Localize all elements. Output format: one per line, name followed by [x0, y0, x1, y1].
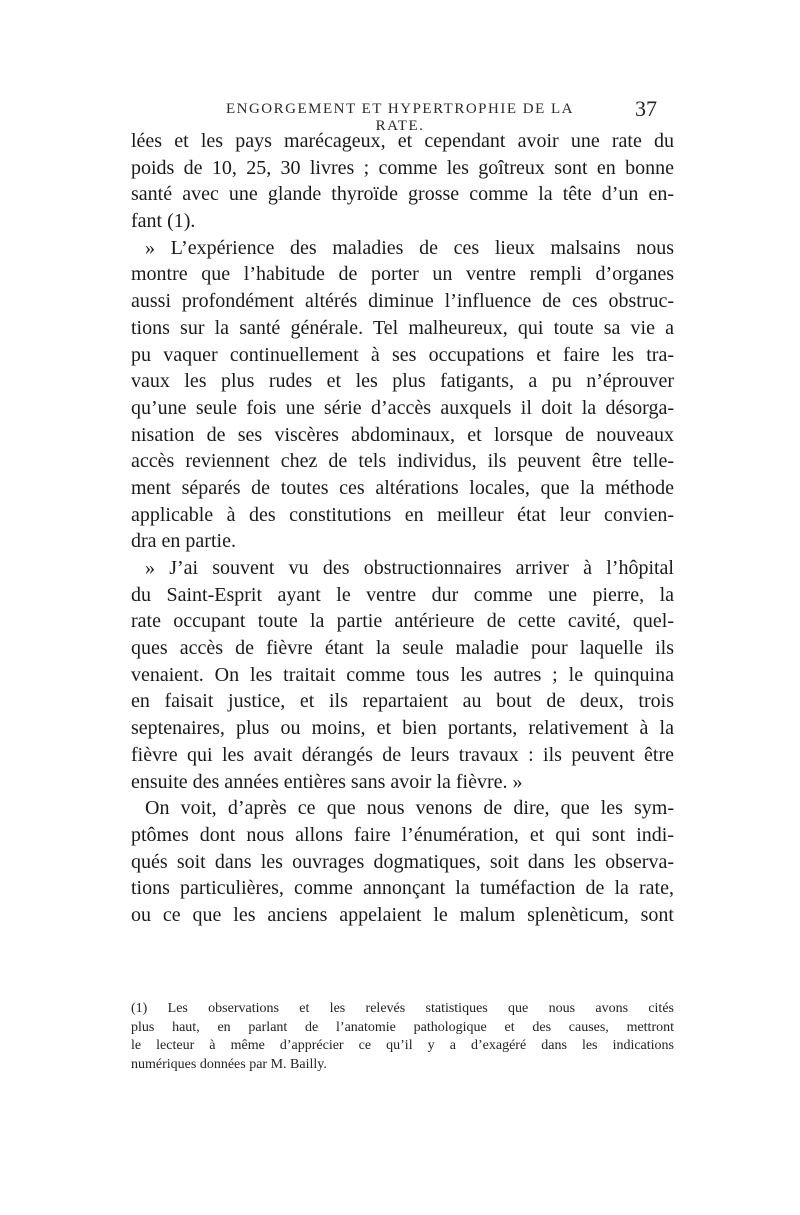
text-line: septenaires, plus ou moins, et bien portants, relativement à la [131, 717, 674, 740]
text-line: pu vaquer continuellement à ses occupations et faire les tra- [131, 343, 674, 366]
text-line: lées et les pays marécageux, et cependant avoir une rate du [131, 130, 674, 152]
text-line: ment séparés de toutes ces altérations locales, que la méthode [131, 476, 674, 499]
page-number: 37 [635, 96, 657, 121]
text-line: en faisait justice, et ils repartaient au bout de deux, trois [131, 690, 674, 713]
text-line: ques accès de fièvre étant la seule maladie pour laquelle ils [131, 637, 674, 660]
text-line: nisation de ses viscères abdominaux, et lorsque de nouveaux [131, 423, 674, 446]
text-line: » J’ai souvent vu des obstructionnaires arriver à l’hôpital [145, 557, 674, 579]
text-line: fant (1). [131, 210, 196, 233]
text-line: tions sur la santé générale. Tel malheureux, qui toute sa vie a [131, 316, 674, 339]
text-line: qu’une seule fois une série d’accès auxquels il doit la désorga- [131, 396, 674, 419]
text-line: ptômes dont nous allons faire l’énumération, et qui sont indi- [131, 823, 674, 846]
text-line: poids de 10, 25, 30 livres ; comme les goîtreux sont en bonne [131, 156, 674, 179]
text-line: vaux les plus rudes et les plus fatigants, a pu n’éprouver [131, 370, 674, 393]
text-line: tions particulières, comme annonçant la tuméfaction de la rate, [131, 877, 674, 900]
running-title: ENGORGEMENT ET HYPERTROPHIE DE LA RATE. [225, 101, 575, 134]
footnote-line: plus haut, en parlant de l’anatomie pathologique et des causes, mettront [131, 1019, 674, 1035]
footnote-line: numériques données par M. Bailly. [131, 1056, 327, 1072]
main-text-block [131, 128, 674, 929]
text-line: aussi profondément altérés diminue l’influence de ces obstruc- [131, 290, 674, 313]
text-line: santé avec une glande thyroïde grosse comme la tête d’un en- [131, 183, 674, 206]
text-line: du Saint-Esprit ayant le ventre dur comme une pierre, la [131, 583, 674, 606]
text-line: rate occupant toute la partie antérieure de cette cavité, quel- [131, 610, 674, 633]
text-line: applicable à des constitutions en meilleur état leur convien- [131, 503, 674, 526]
text-line: ensuite des années entières sans avoir la fièvre. » [131, 770, 523, 793]
footnote [131, 1000, 674, 1074]
text-line: qués soit dans les ouvrages dogmatiques, soit dans les observa- [131, 850, 674, 873]
text-line: venaient. On les traitait comme tous les autres ; le quinquina [131, 663, 674, 686]
text-line: » L’expérience des maladies de ces lieux malsains nous [145, 236, 674, 259]
text-line: ou ce que les anciens appelaient le malum splenèticum, sont [131, 903, 674, 926]
text-line: fièvre qui les avait dérangés de leurs travaux : ils peuvent être [131, 743, 674, 766]
text-line: dra en partie. [131, 530, 236, 553]
footnote-line: (1) Les observations et les relevés statistiques que nous avons cités [131, 1001, 674, 1016]
text-line: accès reviennent chez de tels individus, ils peuvent être telle- [131, 450, 674, 473]
footnote-line: le lecteur à même d’apprécier ce qu’il y a d’exagéré dans les indications [131, 1038, 674, 1053]
text-line: montre que l’habitude de porter un ventre rempli d’organes [131, 263, 674, 286]
text-line: On voit, d’après ce que nous venons de dire, que les sym- [145, 797, 674, 820]
